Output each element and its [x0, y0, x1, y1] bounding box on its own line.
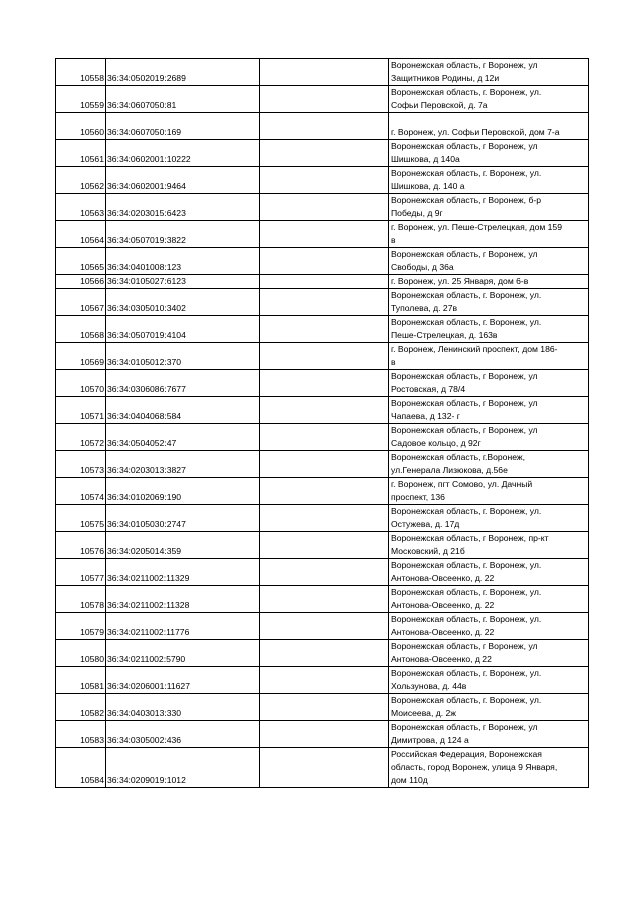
cadastral-number: 36:34:0504052:47	[106, 424, 260, 451]
empty-cell	[260, 289, 389, 316]
empty-cell	[260, 59, 389, 86]
address-cell: Воронежская область, г Воронеж, ул Защитников Родины, д 12и	[389, 59, 589, 86]
table-row	[56, 694, 589, 721]
row-number: 10562	[56, 167, 106, 194]
row-number: 10567	[56, 289, 106, 316]
empty-cell	[260, 586, 389, 613]
register-table-body	[56, 59, 589, 788]
row-number: 10560	[56, 113, 106, 140]
row-number: 10581	[56, 667, 106, 694]
address-cell: Воронежская область, г. Воронеж, ул. Туполева, д. 27в	[389, 289, 589, 316]
empty-cell	[260, 559, 389, 586]
empty-cell	[260, 86, 389, 113]
row-number: 10566	[56, 275, 106, 289]
empty-cell	[260, 140, 389, 167]
empty-cell	[260, 194, 389, 221]
row-number: 10582	[56, 694, 106, 721]
cadastral-number: 36:34:0211002:11329	[106, 559, 260, 586]
empty-cell	[260, 451, 389, 478]
table-row	[56, 397, 589, 424]
address-cell: Воронежская область, г. Воронеж, ул. Антонова-Овсеенко, д. 22	[389, 559, 589, 586]
table-row	[56, 478, 589, 505]
address-cell: Воронежская область, г. Воронеж, ул. Антонова-Овсеенко, д. 22	[389, 586, 589, 613]
address-cell: Воронежская область, г Воронеж, пр-кт Московский, д 21б	[389, 532, 589, 559]
cadastral-number: 36:34:0507019:4104	[106, 316, 260, 343]
empty-cell	[260, 478, 389, 505]
table-row	[56, 613, 589, 640]
address-cell: г. Воронеж, ул. Софьи Перовской, дом 7-а	[389, 113, 589, 140]
cadastral-number: 36:34:0602001:9464	[106, 167, 260, 194]
cadastral-number: 36:34:0306086:7677	[106, 370, 260, 397]
cadastral-number: 36:34:0403013:330	[106, 694, 260, 721]
cadastral-number: 36:34:0209019:1012	[106, 748, 260, 788]
cadastral-number: 36:34:0203013:3827	[106, 451, 260, 478]
table-row	[56, 640, 589, 667]
row-number: 10559	[56, 86, 106, 113]
cadastral-number: 36:34:0105012:370	[106, 343, 260, 370]
table-row	[56, 343, 589, 370]
register-table	[55, 58, 589, 788]
table-row	[56, 451, 589, 478]
table-row	[56, 748, 589, 788]
row-number: 10577	[56, 559, 106, 586]
table-row	[56, 221, 589, 248]
empty-cell	[260, 397, 389, 424]
table-row	[56, 194, 589, 221]
empty-cell	[260, 316, 389, 343]
cadastral-number: 36:34:0203015:6423	[106, 194, 260, 221]
row-number: 10568	[56, 316, 106, 343]
empty-cell	[260, 343, 389, 370]
empty-cell	[260, 370, 389, 397]
table-row	[56, 167, 589, 194]
cadastral-number: 36:34:0206001:11627	[106, 667, 260, 694]
row-number: 10569	[56, 343, 106, 370]
cadastral-number: 36:34:0211002:11776	[106, 613, 260, 640]
empty-cell	[260, 532, 389, 559]
document-page	[55, 58, 589, 788]
row-number: 10564	[56, 221, 106, 248]
cadastral-number: 36:34:0105027:6123	[106, 275, 260, 289]
address-cell: г. Воронеж, ул. Пеше-Стрелецкая, дом 159 в	[389, 221, 589, 248]
cadastral-number: 36:34:0607050:169	[106, 113, 260, 140]
address-cell: Воронежская область, г Воронеж, ул Шишкова, д 140а	[389, 140, 589, 167]
empty-cell	[260, 613, 389, 640]
row-number: 10580	[56, 640, 106, 667]
empty-cell	[260, 640, 389, 667]
cadastral-number: 36:34:0502019:2689	[106, 59, 260, 86]
row-number: 10565	[56, 248, 106, 275]
row-number: 10579	[56, 613, 106, 640]
address-cell: Воронежская область, г. Воронеж, ул. Хользунова, д. 44в	[389, 667, 589, 694]
cadastral-number: 36:34:0401008:123	[106, 248, 260, 275]
cadastral-number: 36:34:0105030:2747	[106, 505, 260, 532]
row-number: 10572	[56, 424, 106, 451]
cadastral-number: 36:34:0507019:3822	[106, 221, 260, 248]
table-row	[56, 289, 589, 316]
address-cell: Воронежская область, г Воронеж, ул Ростовская, д 78/4	[389, 370, 589, 397]
cadastral-number: 36:34:0602001:10222	[106, 140, 260, 167]
row-number: 10583	[56, 721, 106, 748]
cadastral-number: 36:34:0205014:359	[106, 532, 260, 559]
row-number: 10571	[56, 397, 106, 424]
row-number: 10561	[56, 140, 106, 167]
row-number: 10558	[56, 59, 106, 86]
empty-cell	[260, 505, 389, 532]
empty-cell	[260, 424, 389, 451]
address-cell: Воронежская область, г Воронеж, ул Свободы, д 36а	[389, 248, 589, 275]
cadastral-number: 36:34:0607050:81	[106, 86, 260, 113]
address-cell: г. Воронеж, пгт Сомово, ул. Дачный проспект, 136	[389, 478, 589, 505]
cadastral-number: 36:34:0404068:584	[106, 397, 260, 424]
address-cell: г. Воронеж, Ленинский проспект, дом 186- в	[389, 343, 589, 370]
cadastral-number: 36:34:0305002:436	[106, 721, 260, 748]
cadastral-number: 36:34:0305010:3402	[106, 289, 260, 316]
row-number: 10584	[56, 748, 106, 788]
address-cell: Воронежская область, г. Воронеж, ул. Остужева, д. 17д	[389, 505, 589, 532]
address-cell: Российская Федерация, Воронежская область, город Воронеж, улица 9 Января, дом 110д	[389, 748, 589, 788]
empty-cell	[260, 167, 389, 194]
empty-cell	[260, 221, 389, 248]
table-row	[56, 424, 589, 451]
address-cell: Воронежская область, г Воронеж, ул Садовое кольцо, д 92г	[389, 424, 589, 451]
table-row	[56, 532, 589, 559]
cadastral-number: 36:34:0211002:11328	[106, 586, 260, 613]
table-row	[56, 86, 589, 113]
table-row	[56, 559, 589, 586]
table-row	[56, 370, 589, 397]
row-number: 10576	[56, 532, 106, 559]
address-cell: Воронежская область, г. Воронеж, ул. Моисеева, д. 2ж	[389, 694, 589, 721]
table-row	[56, 721, 589, 748]
empty-cell	[260, 748, 389, 788]
table-row	[56, 505, 589, 532]
table-row	[56, 667, 589, 694]
address-cell: г. Воронеж, ул. 25 Января, дом 6-в	[389, 275, 589, 289]
table-row	[56, 113, 589, 140]
row-number: 10570	[56, 370, 106, 397]
row-number: 10575	[56, 505, 106, 532]
address-cell: Воронежская область, г Воронеж, ул Антонова-Овсеенко, д 22	[389, 640, 589, 667]
table-row	[56, 275, 589, 289]
cadastral-number: 36:34:0102069:190	[106, 478, 260, 505]
address-cell: Воронежская область, г Воронеж, ул Димитрова, д 124 а	[389, 721, 589, 748]
address-cell: Воронежская область, г. Воронеж, ул. Шишкова, д. 140 а	[389, 167, 589, 194]
table-row	[56, 140, 589, 167]
empty-cell	[260, 275, 389, 289]
row-number: 10573	[56, 451, 106, 478]
empty-cell	[260, 721, 389, 748]
table-row	[56, 586, 589, 613]
row-number: 10563	[56, 194, 106, 221]
empty-cell	[260, 113, 389, 140]
empty-cell	[260, 248, 389, 275]
table-row	[56, 316, 589, 343]
table-row	[56, 248, 589, 275]
address-cell: Воронежская область, г Воронеж, ул Чапаева, д 132- г	[389, 397, 589, 424]
empty-cell	[260, 667, 389, 694]
cadastral-number: 36:34:0211002:5790	[106, 640, 260, 667]
address-cell: Воронежская область, г. Воронеж, ул. Антонова-Овсеенко, д. 22	[389, 613, 589, 640]
address-cell: Воронежская область, г. Воронеж, ул. Софьи Перовской, д. 7а	[389, 86, 589, 113]
row-number: 10574	[56, 478, 106, 505]
address-cell: Воронежская область, г Воронеж, б-р Победы, д 9г	[389, 194, 589, 221]
empty-cell	[260, 694, 389, 721]
row-number: 10578	[56, 586, 106, 613]
address-cell: Воронежская область, г.Воронеж, ул.Генерала Лизюкова, д.56е	[389, 451, 589, 478]
address-cell: Воронежская область, г. Воронеж, ул. Пеше-Стрелецкая, д. 163в	[389, 316, 589, 343]
table-row	[56, 59, 589, 86]
